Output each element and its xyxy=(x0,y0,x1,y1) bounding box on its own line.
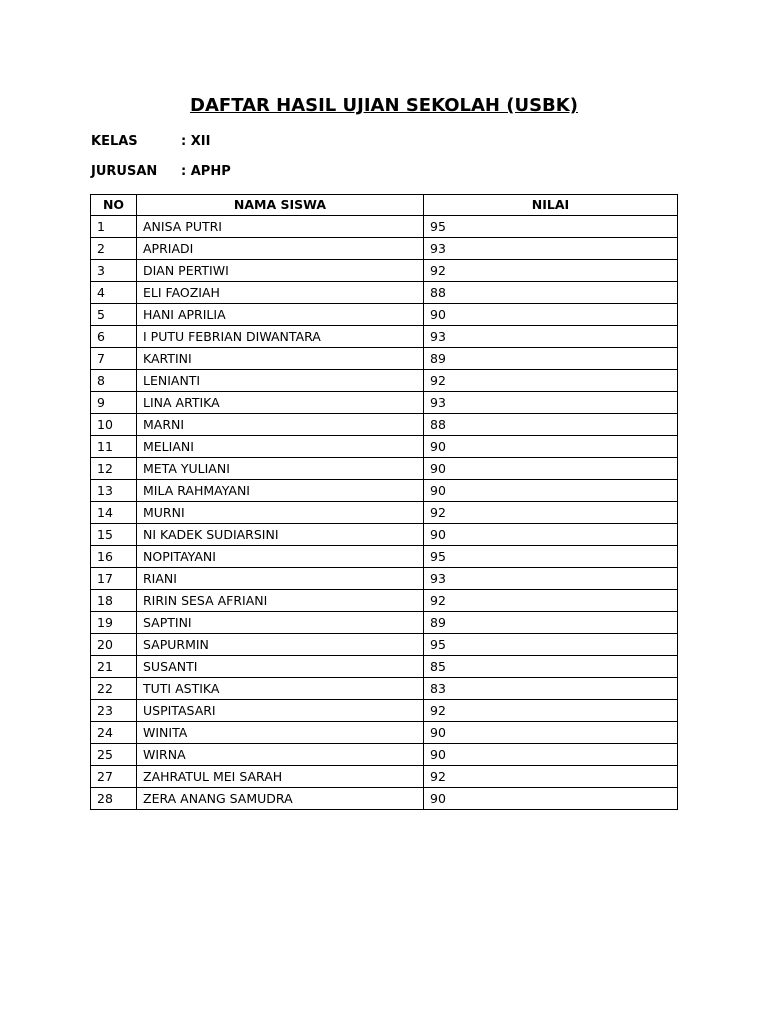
cell-nama-siswa: MARNI xyxy=(137,414,424,436)
table-row xyxy=(91,370,678,392)
cell-nilai: 92 xyxy=(424,590,678,612)
cell-nilai: 95 xyxy=(424,216,678,238)
table-row xyxy=(91,568,678,590)
cell-no: 19 xyxy=(91,612,137,634)
cell-nama-siswa: MILA RAHMAYANI xyxy=(137,480,424,502)
cell-nama-siswa: WINITA xyxy=(137,722,424,744)
cell-nilai: 92 xyxy=(424,370,678,392)
cell-nama-siswa: ZERA ANANG SAMUDRA xyxy=(137,788,424,810)
table-row xyxy=(91,238,678,260)
cell-no: 4 xyxy=(91,282,137,304)
table-row xyxy=(91,216,678,238)
table-row xyxy=(91,612,678,634)
kelas-label: KELAS xyxy=(91,134,138,149)
cell-nilai: 92 xyxy=(424,766,678,788)
cell-no: 20 xyxy=(91,634,137,656)
cell-no: 15 xyxy=(91,524,137,546)
jurusan-label: JURUSAN xyxy=(91,164,158,179)
cell-nilai: 89 xyxy=(424,612,678,634)
results-table xyxy=(90,194,678,810)
cell-nilai: 92 xyxy=(424,502,678,524)
cell-nama-siswa: MURNI xyxy=(137,502,424,524)
table-row xyxy=(91,700,678,722)
cell-nama-siswa: META YULIANI xyxy=(137,458,424,480)
cell-nama-siswa: I PUTU FEBRIAN DIWANTARA xyxy=(137,326,424,348)
cell-nilai: 83 xyxy=(424,678,678,700)
document-title: DAFTAR HASIL UJIAN SEKOLAH (USBK) xyxy=(190,95,578,116)
table-row xyxy=(91,282,678,304)
jurusan-line xyxy=(91,164,231,179)
table-row xyxy=(91,656,678,678)
jurusan-value: : APHP xyxy=(181,164,231,179)
cell-nilai: 90 xyxy=(424,480,678,502)
cell-nama-siswa: SAPTINI xyxy=(137,612,424,634)
cell-nama-siswa: ELI FAOZIAH xyxy=(137,282,424,304)
cell-no: 11 xyxy=(91,436,137,458)
cell-no: 1 xyxy=(91,216,137,238)
cell-nama-siswa: WIRNA xyxy=(137,744,424,766)
cell-nilai: 90 xyxy=(424,744,678,766)
cell-nilai: 92 xyxy=(424,700,678,722)
cell-nama-siswa: APRIADI xyxy=(137,238,424,260)
cell-nilai: 93 xyxy=(424,392,678,414)
cell-nilai: 90 xyxy=(424,788,678,810)
cell-nilai: 95 xyxy=(424,634,678,656)
cell-nama-siswa: SAPURMIN xyxy=(137,634,424,656)
cell-nama-siswa: ZAHRATUL MEI SARAH xyxy=(137,766,424,788)
cell-nilai: 90 xyxy=(424,722,678,744)
cell-nama-siswa: TUTI ASTIKA xyxy=(137,678,424,700)
header-nilai: NILAI xyxy=(424,195,678,216)
cell-nilai: 95 xyxy=(424,546,678,568)
cell-no: 12 xyxy=(91,458,137,480)
table-row xyxy=(91,260,678,282)
cell-no: 27 xyxy=(91,766,137,788)
cell-no: 24 xyxy=(91,722,137,744)
cell-no: 18 xyxy=(91,590,137,612)
cell-no: 23 xyxy=(91,700,137,722)
header-no: NO xyxy=(91,195,137,216)
cell-nilai: 89 xyxy=(424,348,678,370)
table-row xyxy=(91,546,678,568)
cell-nilai: 88 xyxy=(424,282,678,304)
cell-no: 2 xyxy=(91,238,137,260)
table-row xyxy=(91,348,678,370)
cell-nama-siswa: RIANI xyxy=(137,568,424,590)
cell-nilai: 93 xyxy=(424,238,678,260)
kelas-value: : XII xyxy=(181,134,211,149)
cell-nama-siswa: KARTINI xyxy=(137,348,424,370)
cell-no: 8 xyxy=(91,370,137,392)
cell-nama-siswa: RIRIN SESA AFRIANI xyxy=(137,590,424,612)
cell-nilai: 90 xyxy=(424,304,678,326)
table-body xyxy=(91,216,678,810)
cell-no: 6 xyxy=(91,326,137,348)
table-row xyxy=(91,744,678,766)
table-row xyxy=(91,678,678,700)
table-row xyxy=(91,326,678,348)
cell-nama-siswa: NOPITAYANI xyxy=(137,546,424,568)
header-nama-siswa: NAMA SISWA xyxy=(137,195,424,216)
cell-no: 3 xyxy=(91,260,137,282)
cell-nilai: 92 xyxy=(424,260,678,282)
table-row xyxy=(91,590,678,612)
cell-nilai: 90 xyxy=(424,524,678,546)
table-row xyxy=(91,480,678,502)
table-row xyxy=(91,304,678,326)
cell-nama-siswa: SUSANTI xyxy=(137,656,424,678)
cell-no: 25 xyxy=(91,744,137,766)
cell-nama-siswa: LENIANTI xyxy=(137,370,424,392)
cell-nama-siswa: DIAN PERTIWI xyxy=(137,260,424,282)
cell-no: 5 xyxy=(91,304,137,326)
cell-no: 28 xyxy=(91,788,137,810)
cell-no: 13 xyxy=(91,480,137,502)
cell-no: 7 xyxy=(91,348,137,370)
cell-nilai: 90 xyxy=(424,436,678,458)
cell-nama-siswa: MELIANI xyxy=(137,436,424,458)
table-row xyxy=(91,722,678,744)
table-row xyxy=(91,436,678,458)
cell-nilai: 88 xyxy=(424,414,678,436)
cell-no: 21 xyxy=(91,656,137,678)
kelas-line xyxy=(91,134,210,149)
cell-nilai: 93 xyxy=(424,326,678,348)
cell-nama-siswa: LINA ARTIKA xyxy=(137,392,424,414)
table-row xyxy=(91,502,678,524)
cell-nilai: 85 xyxy=(424,656,678,678)
table-row xyxy=(91,788,678,810)
table-row xyxy=(91,634,678,656)
cell-no: 22 xyxy=(91,678,137,700)
cell-no: 10 xyxy=(91,414,137,436)
cell-no: 16 xyxy=(91,546,137,568)
cell-nilai: 90 xyxy=(424,458,678,480)
cell-no: 14 xyxy=(91,502,137,524)
table-header-row xyxy=(91,195,678,216)
table-row xyxy=(91,524,678,546)
cell-no: 17 xyxy=(91,568,137,590)
table-row xyxy=(91,766,678,788)
table-row xyxy=(91,414,678,436)
cell-nama-siswa: USPITASARI xyxy=(137,700,424,722)
table-row xyxy=(91,392,678,414)
cell-nama-siswa: HANI APRILIA xyxy=(137,304,424,326)
cell-nama-siswa: ANISA PUTRI xyxy=(137,216,424,238)
table-row xyxy=(91,458,678,480)
cell-no: 9 xyxy=(91,392,137,414)
cell-nilai: 93 xyxy=(424,568,678,590)
cell-nama-siswa: NI KADEK SUDIARSINI xyxy=(137,524,424,546)
